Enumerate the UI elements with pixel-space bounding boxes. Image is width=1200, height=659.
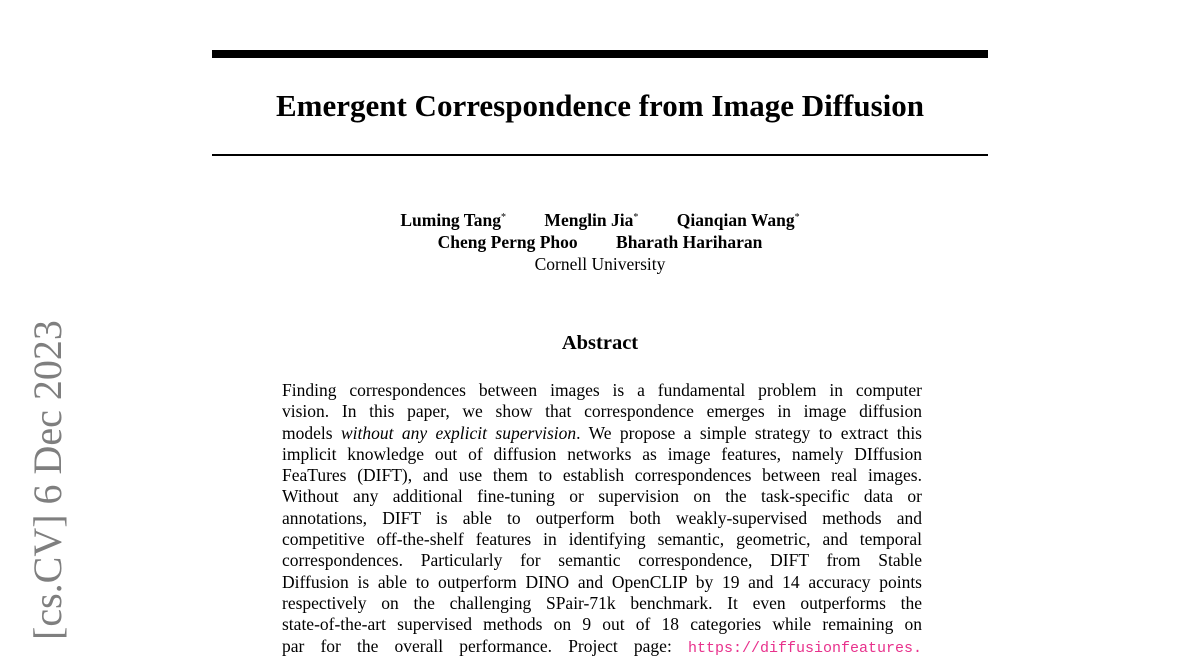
author-cheng-perng-phoo: Cheng Perng Phoo bbox=[437, 232, 578, 252]
author-bharath-hariharan: Bharath Hariharan bbox=[616, 232, 763, 252]
abstract-line: implicit knowledge out of diffusion networks as image features, namely DIffusion bbox=[282, 443, 922, 464]
paper-title: Emergent Correspondence from Image Diffusion bbox=[275, 88, 925, 123]
author-row-1 bbox=[212, 209, 988, 231]
abstract-line: correspondences. Particularly for semantic correspondence, DIFT from Stable bbox=[282, 550, 922, 571]
project-page-link[interactable]: https://diffusionfeatures. bbox=[687, 639, 922, 657]
author-row-2 bbox=[212, 231, 988, 253]
abstract-line: par for the overall performance. Project page: https://diffusionfeatures. bbox=[282, 635, 922, 657]
equal-contribution-mark: * bbox=[501, 212, 507, 223]
emphasis-text: without any explicit supervision bbox=[340, 422, 577, 443]
author-luming-tang: Luming Tang* bbox=[400, 210, 507, 230]
equal-contribution-mark: * bbox=[633, 212, 639, 223]
author-block bbox=[212, 209, 988, 275]
abstract-line: Diffusion is able to outperform DINO and OpenCLIP by 19 and 14 accuracy points bbox=[282, 571, 922, 592]
author-qianqian-wang: Qianqian Wang* bbox=[676, 210, 800, 230]
title-bottom-rule bbox=[212, 154, 988, 156]
equal-contribution-mark: * bbox=[794, 212, 800, 223]
abstract-line: respectively on the challenging SPair-71k benchmark. It even outperforms the bbox=[282, 592, 922, 613]
arxiv-stamp: [cs.CV] 6 Dec 2023 bbox=[25, 320, 70, 640]
abstract-line: models without any explicit supervision. We propose a simple strategy to extract this bbox=[282, 422, 922, 443]
abstract-line: FeaTures (DIFT), and use them to establish correspondences between real images. bbox=[282, 465, 922, 486]
title-top-rule bbox=[212, 50, 988, 58]
abstract-line: state-of-the-art supervised methods on 9 out of 18 categories while remaining on bbox=[282, 614, 922, 635]
abstract-line: Without any additional fine-tuning or supervision on the task-specific data or bbox=[282, 486, 922, 507]
author-affiliation: Cornell University bbox=[534, 254, 666, 274]
abstract-heading: Abstract bbox=[561, 332, 639, 354]
abstract-line: annotations, DIFT is able to outperform both weakly-supervised methods and bbox=[282, 507, 922, 528]
abstract-body bbox=[282, 380, 922, 657]
author-menglin-jia: Menglin Jia* bbox=[544, 210, 639, 230]
abstract-line: competitive off-the-shelf features in identifying semantic, geometric, and temporal bbox=[282, 529, 922, 550]
abstract-line: vision. In this paper, we show that correspondence emerges in image diffusion bbox=[282, 401, 922, 422]
abstract-line: Finding correspondences between images is a fundamental problem in computer bbox=[282, 380, 922, 400]
